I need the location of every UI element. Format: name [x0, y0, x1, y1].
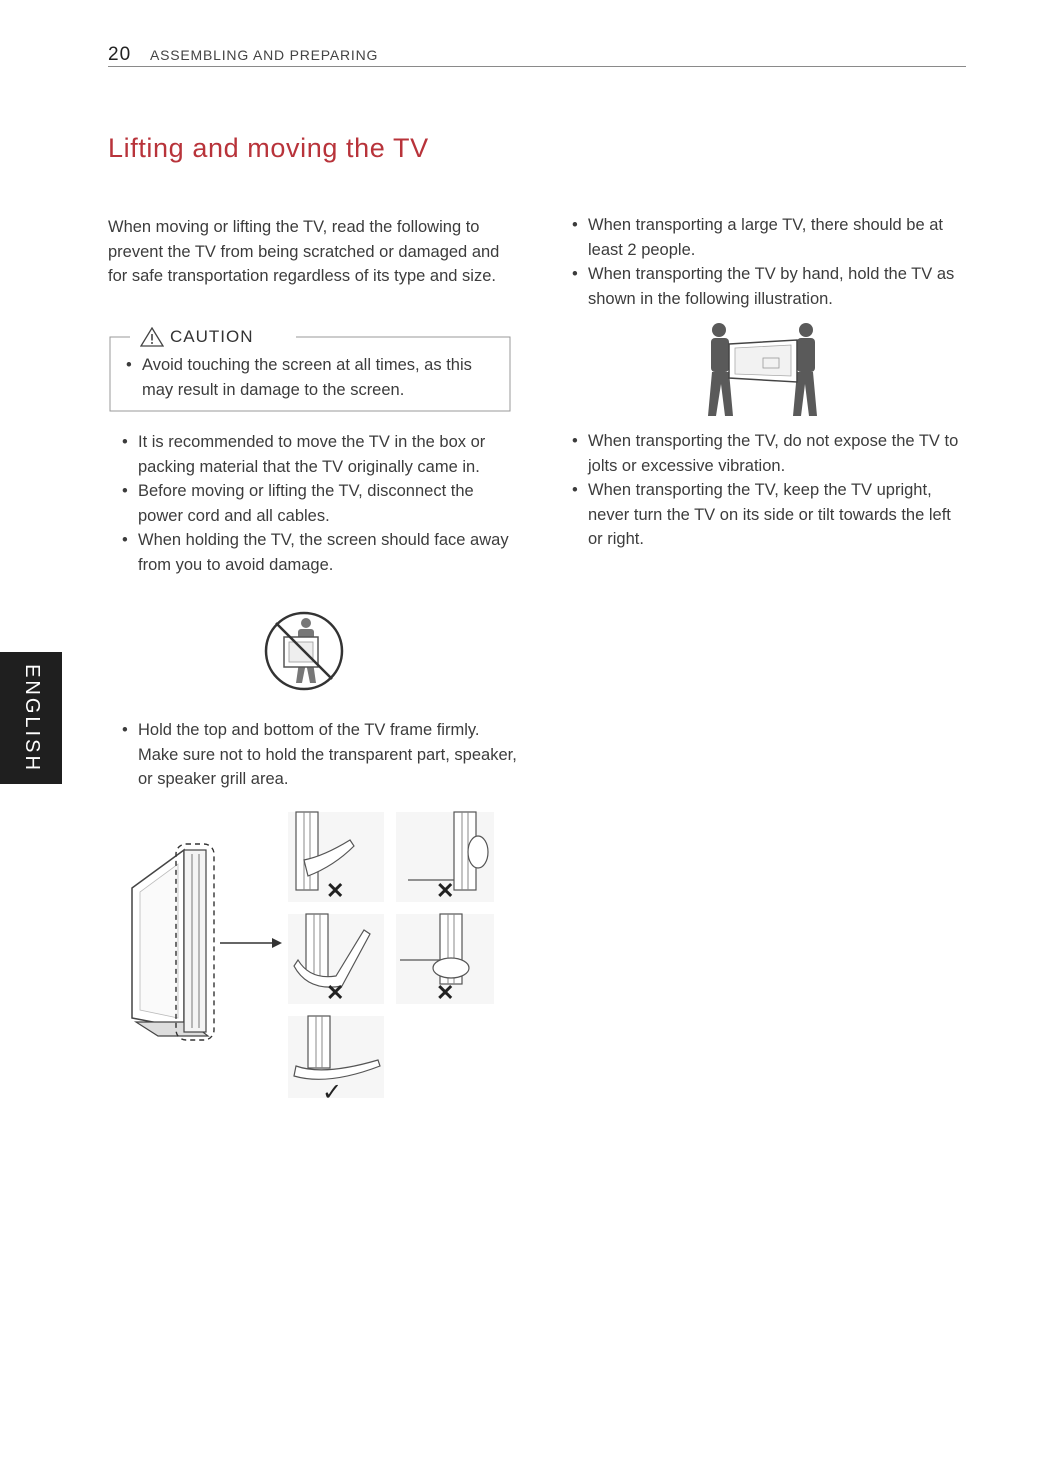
- page-title: Lifting and moving the TV: [108, 133, 429, 163]
- caution-box: [108, 327, 513, 411]
- holding-example-5: [288, 1016, 384, 1100]
- holding-example-1: [288, 812, 384, 903]
- list-item: • It is recommended to move the TV in the box or packing material that the TV originally came in.: [118, 430, 518, 479]
- list-item: • Hold the top and bottom of the TV frame firmly. Make sure not to hold the transparent part, speaker, or speaker grill area.: [118, 718, 518, 792]
- tv-side-view: [132, 844, 214, 1040]
- right-bullet-list-2: [568, 429, 968, 552]
- page-number: 20: [108, 44, 132, 65]
- list-item: • When transporting the TV, keep the TV upright, never turn the TV on its side or tilt towards the left or right.: [568, 478, 968, 552]
- tv-holding-diagram: [128, 810, 508, 1100]
- holding-example-4: [396, 914, 494, 1005]
- language-tab-label: ENGLISH: [20, 663, 43, 773]
- left-bullet-list: [118, 430, 518, 577]
- list-item: • When transporting a large TV, there should be at least 2 people.: [568, 213, 968, 262]
- holding-example-3: [288, 914, 384, 1005]
- holding-example-2: [396, 812, 494, 903]
- x-mark: ✕: [326, 878, 345, 903]
- language-tab: [0, 652, 62, 784]
- right-bullet-list: [568, 213, 968, 311]
- caution-list: [122, 353, 502, 402]
- page-header: [108, 44, 966, 67]
- two-person-carry-illustration: [705, 318, 821, 420]
- list-item: • Before moving or lifting the TV, disconnect the power cord and all cables.: [118, 479, 518, 528]
- x-mark: ✕: [436, 878, 455, 903]
- intro-paragraph: When moving or lifting the TV, read the following to prevent the TV from being scratched or damaged and for safe transportation regardless of its type and size.: [108, 218, 500, 285]
- left-bullet-list-2: [118, 718, 518, 792]
- x-mark: ✕: [326, 980, 345, 1005]
- list-item: • When transporting the TV, do not expose the TV to jolts or excessive vibration.: [568, 429, 968, 478]
- list-item: • When transporting the TV by hand, hold the TV as shown in the following illustration.: [568, 262, 968, 311]
- check-mark: ✓: [322, 1078, 343, 1100]
- caution-label: CAUTION: [170, 327, 254, 346]
- x-mark: ✕: [436, 980, 455, 1005]
- caution-heading: [140, 327, 254, 347]
- list-item: • Avoid touching the screen at all times, as this may result in damage to the screen.: [122, 353, 502, 402]
- warning-triangle-icon: [140, 327, 164, 347]
- section-name: ASSEMBLING AND PREPARING: [150, 47, 379, 63]
- caution-text: [122, 353, 502, 402]
- list-item: • When holding the TV, the screen should face away from you to avoid damage.: [118, 528, 518, 577]
- prohibited-holding-illustration: [262, 605, 346, 699]
